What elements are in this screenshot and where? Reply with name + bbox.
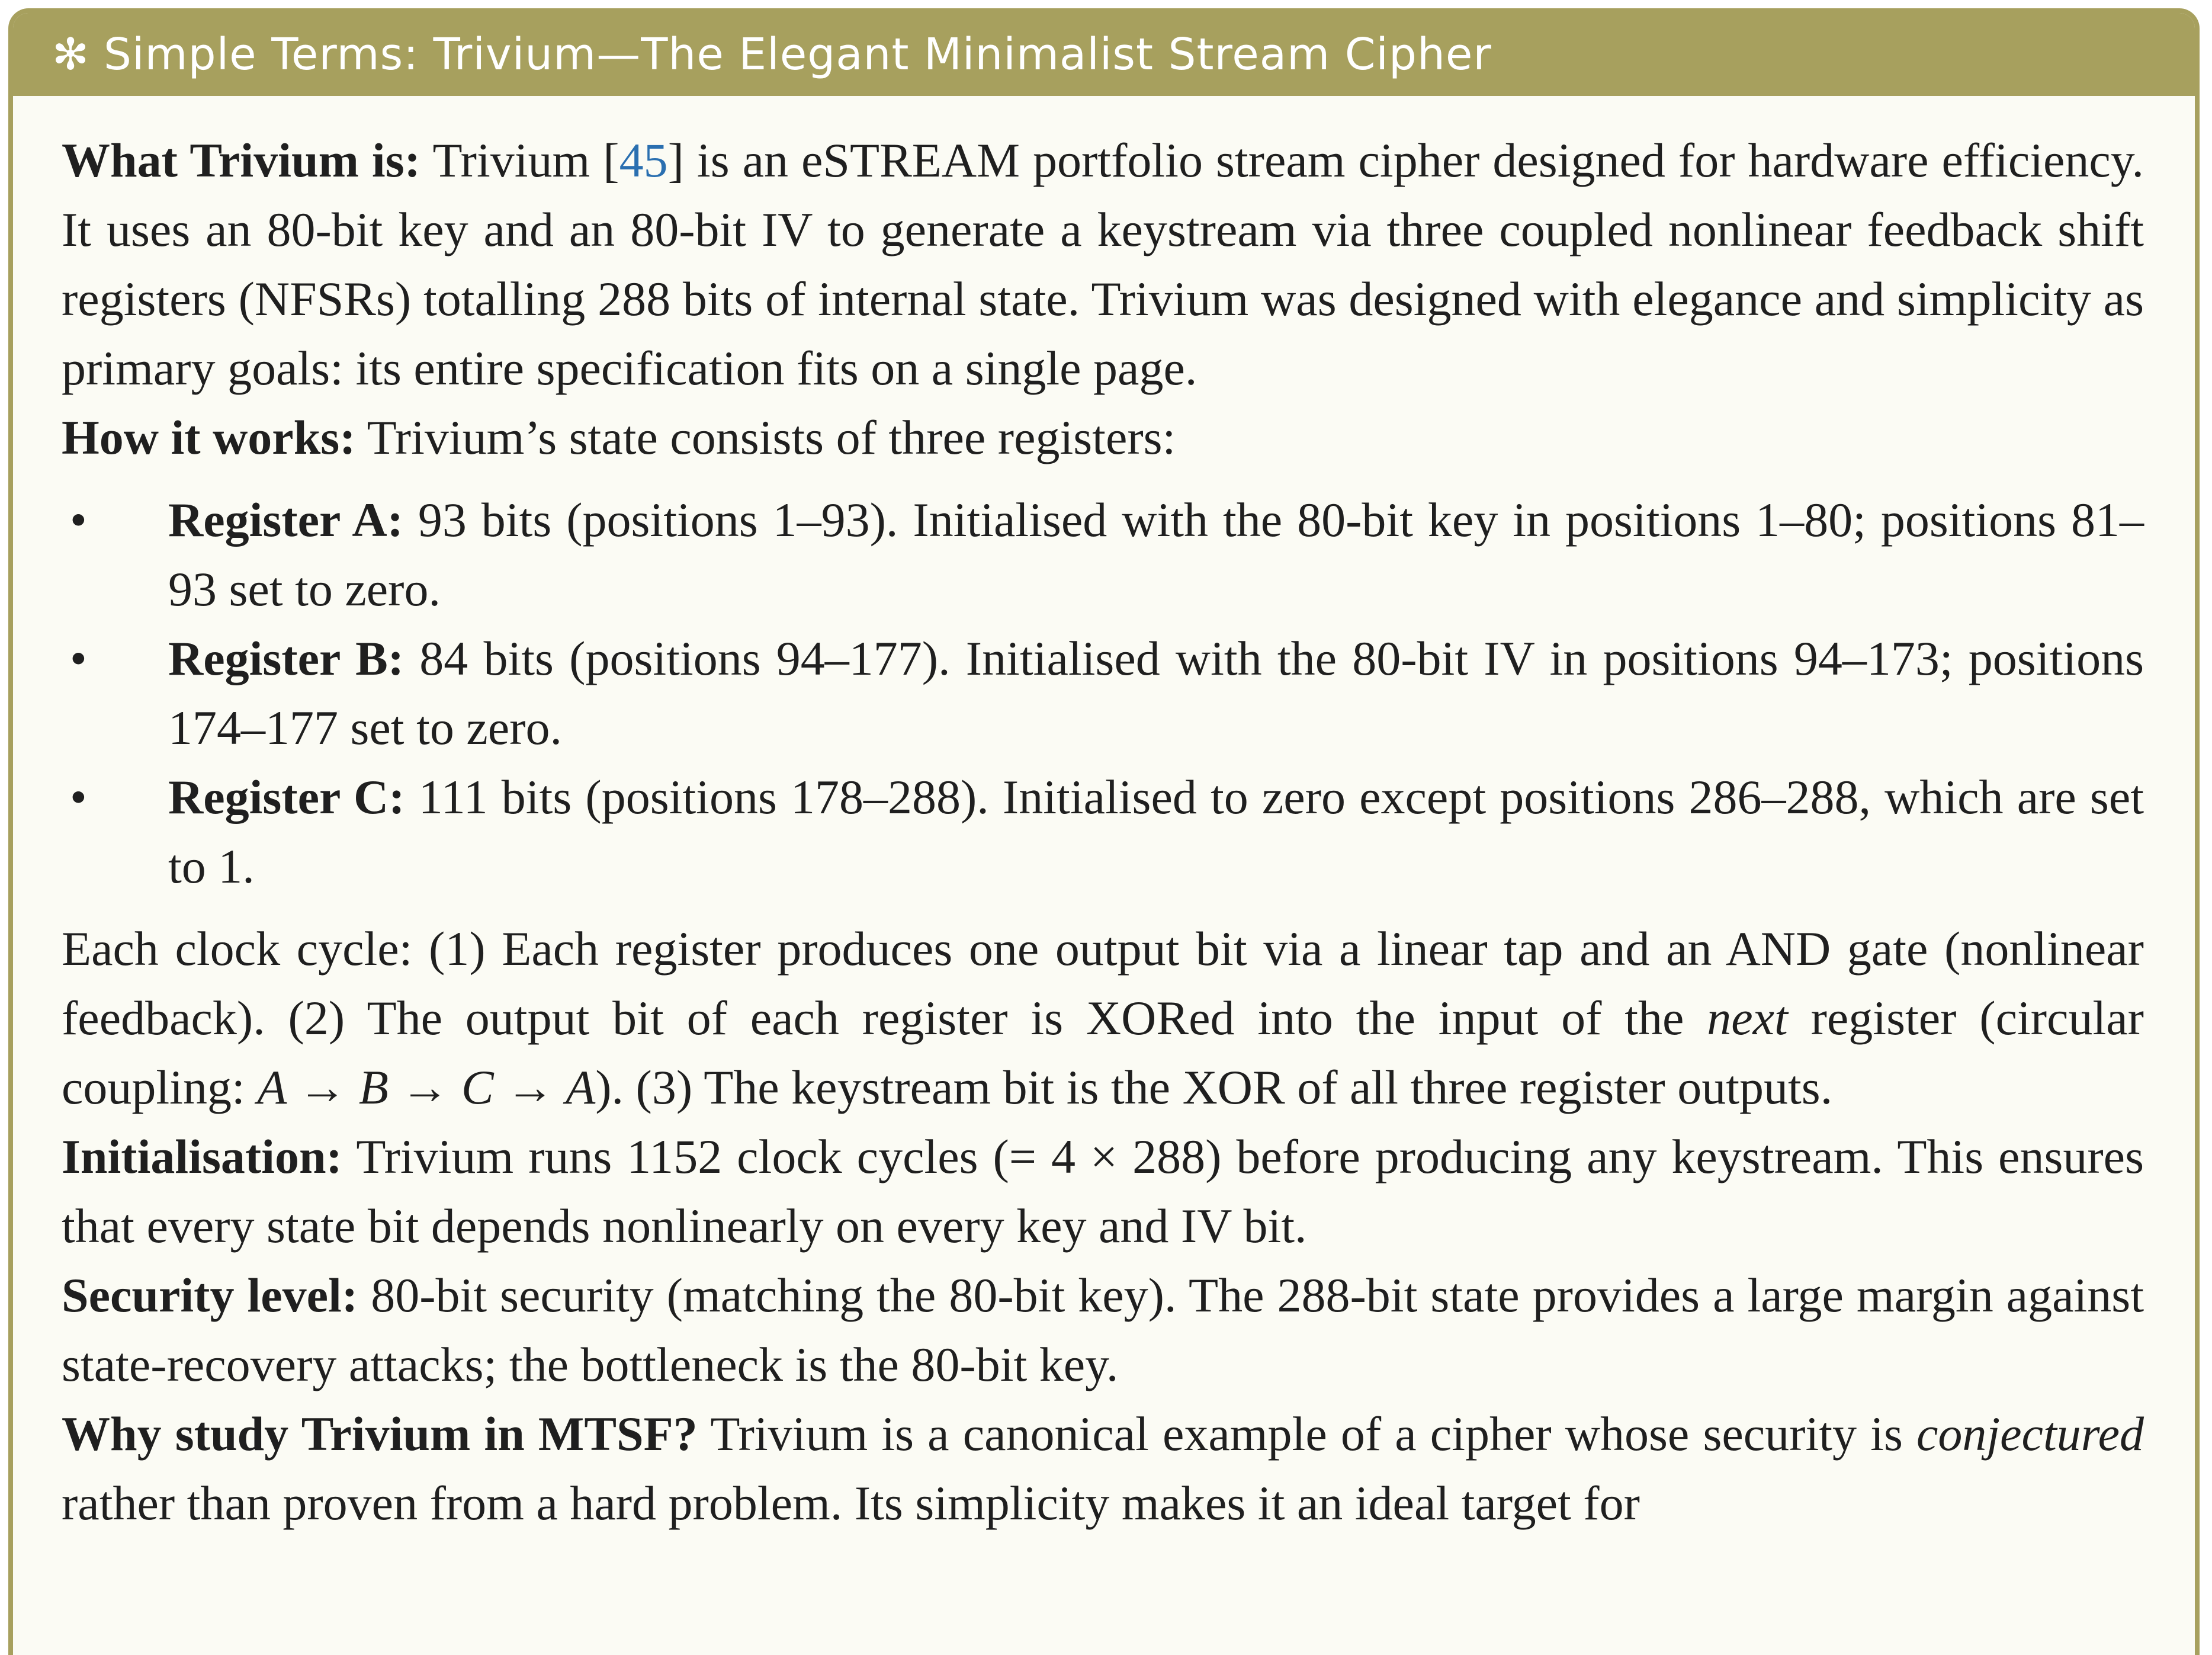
register-c-text: 111 bits (positions 178–288). Initialised to zero except positions 286–288, which are set to 1. [168, 770, 2144, 893]
register-list [62, 485, 2144, 901]
paragraph-what [62, 126, 2144, 403]
text-init: Trivium runs 1152 clock cycles (= 4 × 288) before producing any keystream. This ensures that every state bit depends nonlinearly on every key and IV bit. [62, 1130, 2144, 1253]
text-why-emph: conjectured [1916, 1407, 2144, 1461]
math-coupling: A → B → C → A [257, 1060, 596, 1114]
label-security: Security level: [62, 1268, 358, 1322]
label-how: How it works: [62, 410, 356, 464]
box-title: Simple Terms: Trivium—The Elegant Minimalist Stream Cipher [104, 29, 1492, 80]
asterisk-icon: ✻ [52, 29, 90, 80]
list-item-register-c [62, 762, 2144, 901]
register-c-label: Register C: [168, 770, 405, 824]
paragraph-why [62, 1399, 2144, 1538]
simple-terms-box [8, 8, 2200, 1655]
text-how: Trivium’s state consists of three registers: [367, 410, 1176, 464]
register-b-label: Register B: [168, 631, 404, 685]
text-clock-emph: next [1707, 991, 1788, 1045]
citation-link[interactable]: 45 [619, 133, 668, 187]
text-security: 80-bit security (matching the 80-bit key). The 288-bit state provides a large margin against state-recovery attacks; the bottleneck is the 80-bit key. [62, 1268, 2144, 1391]
text-clock-2: register (circular coupling: [62, 991, 2144, 1114]
list-item-register-a [62, 485, 2144, 624]
register-a-text: 93 bits (positions 1–93). Initialised with the 80-bit key in positions 1–80; positions 81–93 set to zero. [168, 493, 2144, 616]
bullet-icon: • [70, 770, 87, 824]
paragraph-clock [62, 914, 2144, 1122]
text-clock-1: Each clock cycle: (1) Each register produces one output bit via a linear tap and an AND gate (nonlinear feedback). (2) The output bit of each register is XORed into the input of the [62, 922, 2144, 1045]
register-b-text: 84 bits (positions 94–177). Initialised with the 80-bit IV in positions 94–173; positions 174–177 set to zero. [168, 631, 2144, 755]
list-item-register-b [62, 624, 2144, 762]
box-content [13, 96, 2195, 1538]
box-header [13, 13, 2195, 96]
bullet-icon: • [70, 493, 87, 547]
paragraph-init [62, 1122, 2144, 1261]
label-what: What Trivium is: [62, 133, 420, 187]
text-why-1: Trivium is a canonical example of a cipher whose security is [697, 1407, 1916, 1461]
text-what-pre: Trivium [ [432, 133, 619, 187]
text-what-post: ] is an eSTREAM portfolio stream cipher designed for hardware efficiency. It uses an 80-bit key and an 80-bit IV to generate a keystream via three coupled nonlinear feedback shift registers (NFSRs) totalling 288 bits of internal state. Trivium was designed with elegance and simplicity as primary goals: its entire specification fits on a single page. [62, 133, 2144, 395]
label-why: Why study Trivium in MTSF? [62, 1407, 698, 1461]
text-clock-3: ). (3) The keystream bit is the XOR of all three register outputs. [595, 1060, 1833, 1114]
text-why-2: rather than proven from a hard problem. Its simplicity makes it an ideal target for [62, 1476, 1640, 1530]
label-init: Initialisation: [62, 1130, 342, 1183]
paragraph-security [62, 1261, 2144, 1399]
bullet-icon: • [70, 631, 87, 685]
paragraph-how [62, 403, 2144, 472]
register-a-label: Register A: [168, 493, 403, 547]
